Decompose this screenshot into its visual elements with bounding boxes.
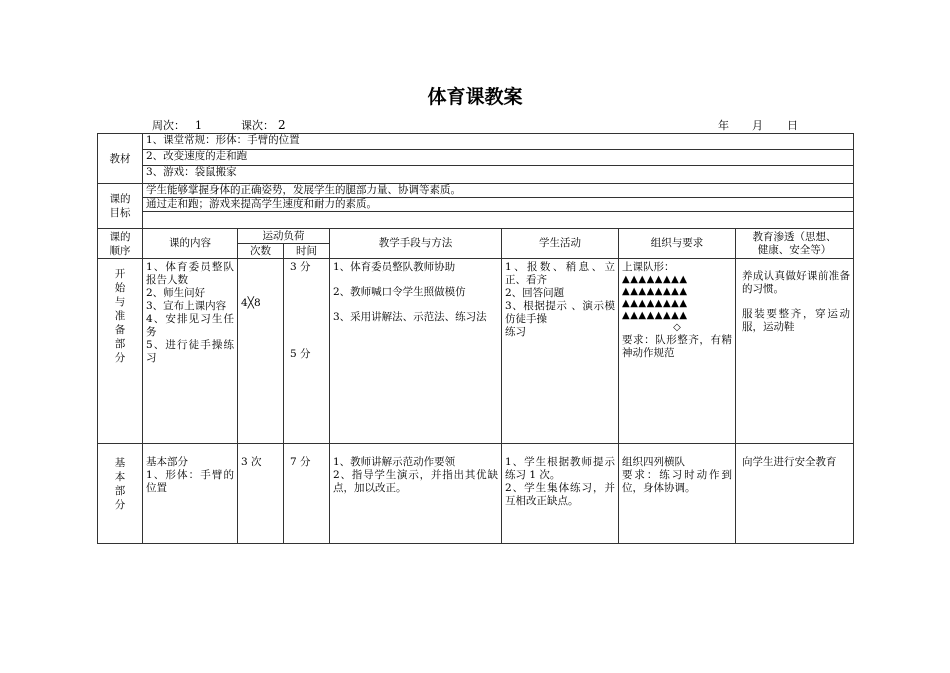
header-order-line-2: 顺序: [109, 244, 131, 257]
section1-student-item: 1、报数、稍息、立正、看齐: [505, 261, 615, 286]
objective-item-2: 通过走和跑；游戏来提高学生速度和耐力的素质。: [143, 198, 854, 212]
section2-org: [619, 444, 736, 544]
lesson-label: 课次：: [241, 119, 274, 132]
section2-time: 7 分: [284, 444, 330, 544]
lesson-info: [241, 117, 286, 133]
section2-order-char: 分: [114, 499, 126, 511]
section2-order-char: 部: [114, 485, 126, 497]
header-edu-line-1: 教育渗透（思想、: [752, 230, 837, 243]
lesson-value: 2: [278, 118, 286, 132]
formation-row: ▲▲▲▲▲▲▲▲: [622, 274, 688, 285]
section1-order: [98, 259, 143, 444]
material-item-1: 1、课堂常规：形体：手臂的位置: [143, 134, 854, 150]
header-time: 时间: [284, 244, 330, 259]
formation-row: ▲▲▲▲▲▲▲▲: [622, 286, 688, 297]
objective-item-3: [143, 212, 854, 229]
section1-order-char: 分: [114, 352, 126, 364]
section1-student-item: 练习: [505, 326, 526, 338]
section1-order-char: 与: [114, 296, 126, 308]
section2-order-char: 本: [114, 471, 126, 483]
section1-org-req: 要求：队形整齐，有精神动作规范: [622, 334, 732, 359]
section1-methods: [330, 259, 502, 444]
section1-method-item: 3、采用讲解法、示范法、练习法: [333, 311, 487, 323]
week-label: 周次：: [152, 119, 185, 132]
date-day: 日: [787, 119, 798, 132]
section1-edu-item: 服装要整齐，穿运动服，运动鞋: [742, 308, 851, 333]
section1-order-char: 备: [114, 324, 126, 336]
section1-org: [619, 259, 736, 444]
section1-content-item: 4、安排见习生任务: [146, 313, 234, 338]
formation-row: ▲▲▲▲▲▲▲▲: [622, 310, 688, 321]
section1-method-item: 2、教师喊口令学生照做模仿: [333, 286, 466, 298]
section2-content: [143, 444, 238, 544]
header-edu-line-2: 健康、安全等）: [757, 243, 832, 256]
section1-time-2: 5 分: [290, 348, 311, 360]
section2-content-item: 1、形体：手臂的位置: [146, 469, 234, 494]
header-load: 运动负荷: [238, 229, 330, 244]
lesson-plan-table: [97, 133, 854, 544]
section1-order-char: 始: [114, 282, 126, 294]
section2-order-char: 基: [114, 457, 126, 469]
page-title: 体育课教案: [427, 86, 523, 108]
section1-content-item: 5、进行徒手操练习: [146, 339, 234, 364]
objectives-label: [98, 184, 143, 229]
section2-method-item: 2、指导学生演示，并指出其优缺点，加以改正。: [333, 469, 498, 494]
section1-order-char: 开: [114, 268, 126, 280]
teacher-position-icon: ◇: [673, 322, 681, 333]
objectives-label-line-1: 课的: [109, 193, 131, 205]
section1-student-item: 3、根据提示 、演示模仿徒手操: [505, 300, 615, 325]
week-info: [152, 117, 202, 133]
header-content: 课的内容: [143, 229, 238, 259]
section1-time-1: 3 分: [290, 261, 311, 273]
week-value: 1: [195, 119, 202, 132]
material-item-2: 2、改变速度的走和跑: [143, 150, 854, 166]
section2-count: 3 次: [238, 444, 284, 544]
section2-org-item: 要求：练习时动作到位，身体协调。: [622, 469, 732, 494]
section1-content-item: 3、宣布上课内容: [146, 300, 227, 312]
section2-content-item: 基本部分: [146, 456, 188, 468]
section2-edu: [736, 444, 854, 544]
material-label: 教材: [98, 134, 143, 184]
section1-time: [284, 259, 330, 444]
formation-row: ▲▲▲▲▲▲▲▲: [622, 298, 688, 309]
header-order-line-1: 课的: [109, 230, 131, 243]
section2-order: [98, 444, 143, 544]
objective-item-1: 学生能够掌握身体的正确姿势，发展学生的腿部力量、协调等素质。: [143, 184, 854, 198]
section2-org-item: 组织四列横队: [622, 456, 685, 468]
material-item-3: 3、游戏：袋鼠搬家: [143, 166, 854, 184]
section1-order-char: 部: [114, 338, 126, 350]
section1-edu: [736, 259, 854, 444]
header-count: 次数: [238, 244, 284, 259]
section1-student-item: 2、回答问题: [505, 287, 565, 299]
section1-content-item: 1、体育委员整队报告人数: [146, 261, 234, 286]
objectives-label-line-2: 目标: [109, 207, 131, 219]
header-order: [98, 229, 143, 259]
section2-student: [502, 444, 619, 544]
section1-org-title: 上课队形：: [622, 261, 675, 273]
header-methods: 教学手段与方法: [330, 229, 502, 259]
section1-content-item: 2、师生问好: [146, 287, 206, 299]
section2-method-item: 1、教师讲解示范动作要领: [333, 456, 456, 468]
header-edu: [736, 229, 854, 259]
section1-order-char: 准: [114, 310, 126, 322]
section1-method-item: 1、体育委员整队教师协助: [333, 261, 456, 273]
section1-content: [143, 259, 238, 444]
section2-student-item: 2、学生集体练习，并互相改正缺点。: [505, 482, 615, 507]
date-month: 月: [752, 119, 763, 132]
section1-count: 4╳8: [238, 259, 284, 444]
section1-edu-item: 养成认真做好课前准备的习惯。: [742, 270, 851, 295]
section2-methods: [330, 444, 502, 544]
section1-student: [502, 259, 619, 444]
section2-edu-item: 向学生进行安全教育: [742, 456, 837, 468]
header-student: 学生活动: [502, 229, 619, 259]
date-year: 年: [718, 119, 729, 132]
header-org: 组织与要求: [619, 229, 736, 259]
section2-student-item: 1、学生根据教师提示练习 1 次。: [505, 456, 615, 481]
